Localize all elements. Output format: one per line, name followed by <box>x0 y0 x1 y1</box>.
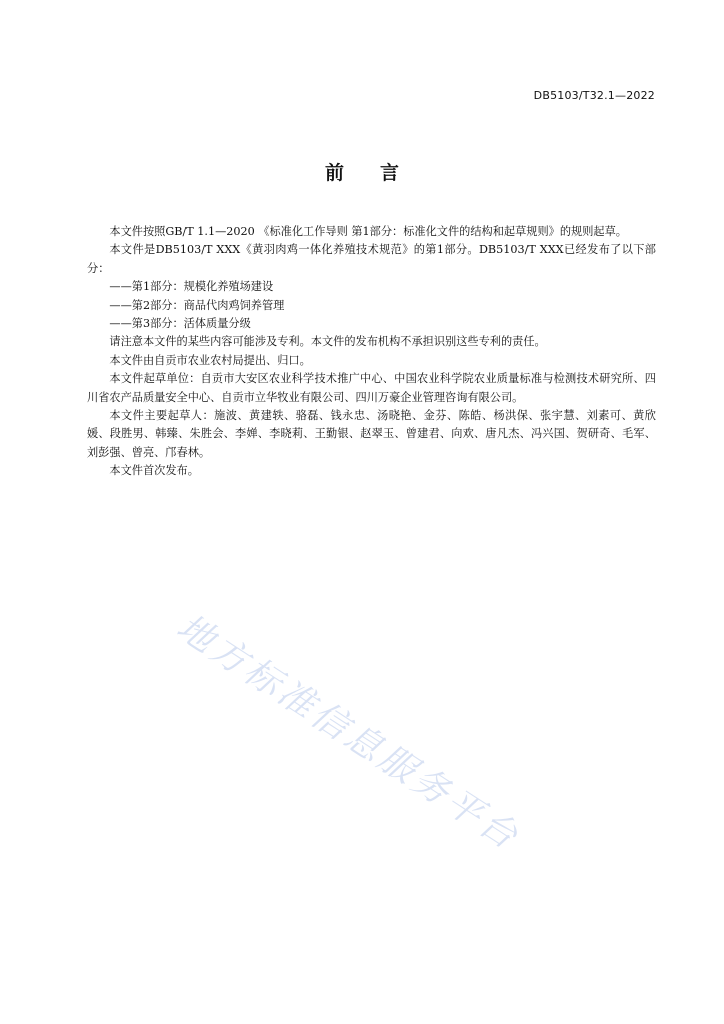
list-item-part-3: ——第3部分：活体质量分级 <box>109 317 251 331</box>
paragraph-drafting-units: 本文件起草单位：自贡市大安区农业科学技术推广中心、中国农业科学院农业质量标准与检测技术研究所、四川省农产品质量安全中心、自贡市立华牧业有限公司、四川万豪企业管理咨询有限公司。 <box>87 372 656 404</box>
page-title: 前言 <box>324 162 435 184</box>
paragraph-first-release: 本文件首次发布。 <box>109 464 199 478</box>
paragraph-patent-notice: 请注意本文件的某些内容可能涉及专利。本文件的发布机构不承担识别这些专利的责任。 <box>109 335 546 349</box>
document-body <box>87 223 656 481</box>
paragraph-drafters: 本文件主要起草人：施波、黄建轶、骆磊、钱永忠、汤晓艳、金芬、陈皓、杨洪保、张宇慧、刘素可、黄欣媛、段胜男、韩臻、朱胜会、李婵、李晓莉、王勤银、赵翠玉、曾建君、向欢、唐凡杰、冯兴国、贺研奇、毛军、刘彭强、曾亮、邝春林。 <box>87 409 656 459</box>
paragraph-standard-series: 本文件是DB5103/T XXX《黄羽肉鸡一体化养殖技术规范》的第1部分。DB5103/T XXX已经发布了以下部分： <box>87 243 656 275</box>
watermark: 地方标准信息服务平台 <box>169 606 528 859</box>
list-item-part-2: ——第2部分：商品代肉鸡饲养管理 <box>109 298 285 312</box>
paragraph-drafting-rules: 本文件按照GB/T 1.1—2020 《标准化工作导则 第1部分：标准化文件的结构和起草规则》的规则起草。 <box>109 225 627 238</box>
paragraph-proposer: 本文件由自贡市农业农村局提出、归口。 <box>109 353 311 367</box>
document-code: DB5103/T32.1—2022 <box>533 89 655 102</box>
list-item-part-1: ——第1部分：规模化养殖场建设 <box>109 280 274 294</box>
